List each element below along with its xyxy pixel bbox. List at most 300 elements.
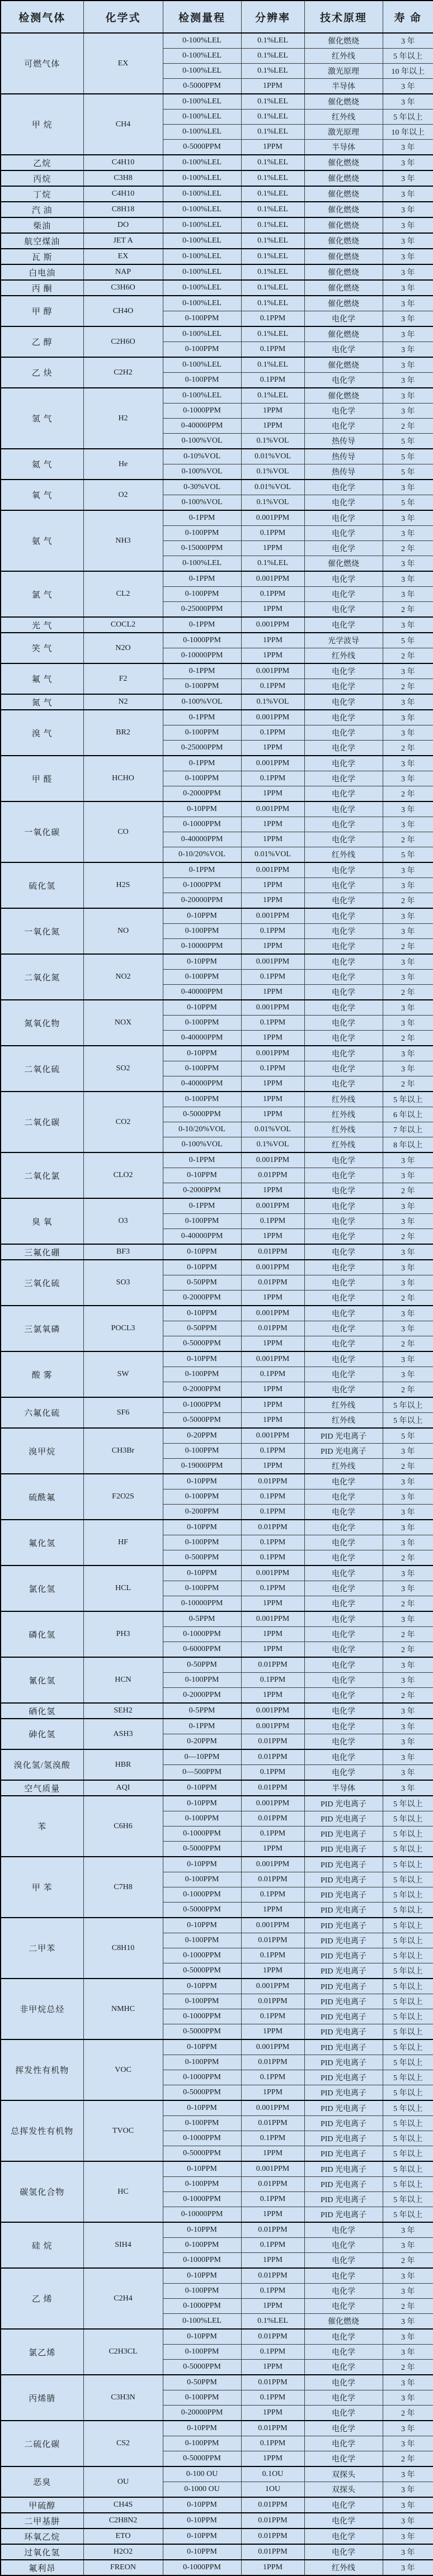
range-cell: 0-100PPM bbox=[163, 1092, 241, 1107]
resolution-cell: 0.1PPM bbox=[241, 725, 304, 741]
resolution-cell: 0.1PPM bbox=[241, 1444, 304, 1459]
gas-name-cell: 甲 醛 bbox=[1, 756, 83, 801]
lifespan-cell: 3 年 bbox=[383, 878, 433, 893]
gas-name-cell: 二甲苯 bbox=[1, 1918, 83, 1979]
resolution-cell: 1PPM bbox=[241, 2146, 304, 2162]
resolution-cell: 0.01%VOL bbox=[241, 480, 304, 495]
lifespan-cell: 5 年以上 bbox=[383, 1903, 433, 1918]
principle-cell: 电化学 bbox=[304, 2390, 383, 2406]
lifespan-cell: 2 年 bbox=[383, 1229, 433, 1245]
range-cell: 0-1PPM bbox=[163, 1198, 241, 1214]
gas-name-cell: 氢 气 bbox=[1, 388, 83, 449]
principle-cell: 电化学 bbox=[304, 1229, 383, 1245]
lifespan-cell: 3 年 bbox=[383, 1000, 433, 1016]
chemical-formula-cell: BF3 bbox=[83, 1244, 163, 1260]
gas-name-cell: 乙 醇 bbox=[1, 326, 83, 357]
gas-name-cell: 丙烯腈 bbox=[1, 2375, 83, 2421]
table-row bbox=[1, 1719, 433, 1734]
lifespan-cell: 3 年 bbox=[383, 326, 433, 342]
principle-cell: 红外线 bbox=[304, 1397, 383, 1413]
range-cell: 0-10PPM bbox=[163, 1046, 241, 1061]
range-cell: 0-2000PPM bbox=[163, 786, 241, 802]
gas-name-cell: 硫化氢 bbox=[1, 862, 83, 908]
principle-cell: 电化学 bbox=[304, 1719, 383, 1734]
chemical-formula-cell: HCL bbox=[83, 1565, 163, 1611]
principle-cell: 红外线 bbox=[304, 1413, 383, 1429]
range-cell: 0-100%VOL bbox=[163, 694, 241, 710]
table-row bbox=[1, 694, 433, 710]
lifespan-cell: 5 年以上 bbox=[383, 2192, 433, 2207]
lifespan-cell: 5 年以上 bbox=[383, 1918, 433, 1933]
principle-cell: 电化学 bbox=[304, 1152, 383, 1168]
range-cell: 0-100PPM bbox=[163, 342, 241, 358]
resolution-cell: 1PPM bbox=[241, 2024, 304, 2040]
gas-name-cell: 白电油 bbox=[1, 264, 83, 280]
principle-cell: PID 光电离子 bbox=[304, 1796, 383, 1811]
lifespan-cell: 3 年 bbox=[383, 1198, 433, 1214]
range-cell: 0-10PPM bbox=[163, 1260, 241, 1275]
principle-cell: 电化学 bbox=[304, 1565, 383, 1581]
principle-cell: 红外线 bbox=[304, 1122, 383, 1137]
table-row bbox=[1, 2421, 433, 2436]
principle-cell: 催化燃烧 bbox=[304, 155, 383, 170]
chemical-formula-cell: NO2 bbox=[83, 954, 163, 1000]
range-cell: 0-2000PPM bbox=[163, 1688, 241, 1704]
resolution-cell: 1PPM bbox=[241, 1092, 304, 1107]
lifespan-cell: 3 年 bbox=[383, 2329, 433, 2345]
lifespan-cell: 3 年 bbox=[383, 296, 433, 311]
resolution-cell: 0.1%LEL bbox=[241, 249, 304, 264]
chemical-formula-cell: H2S bbox=[83, 862, 163, 908]
gas-name-cell: 三氯氧磷 bbox=[1, 1306, 83, 1351]
resolution-cell: 1PPM bbox=[241, 1903, 304, 1918]
resolution-cell: 0.1PPM bbox=[241, 587, 304, 602]
principle-cell: 电化学 bbox=[304, 1535, 383, 1550]
range-cell: 0-100%LEL bbox=[163, 217, 241, 233]
chemical-formula-cell: HF bbox=[83, 1520, 163, 1565]
principle-cell: 电化学 bbox=[304, 526, 383, 541]
lifespan-cell: 5 年以上 bbox=[383, 2055, 433, 2070]
principle-cell: 电化学 bbox=[304, 1168, 383, 1183]
resolution-cell: 0.001PPM bbox=[241, 617, 304, 633]
resolution-cell: 0.1%LEL bbox=[241, 155, 304, 170]
principle-cell: 红外线 bbox=[304, 49, 383, 64]
lifespan-cell: 10 年以上 bbox=[383, 125, 433, 140]
chemical-formula-cell: C3H8 bbox=[83, 170, 163, 186]
table-row bbox=[1, 571, 433, 587]
principle-cell: 电化学 bbox=[304, 954, 383, 970]
range-cell: 0-5000PPM bbox=[163, 1903, 241, 1918]
principle-cell: 热传导 bbox=[304, 434, 383, 449]
gas-name-cell: 氮 气 bbox=[1, 694, 83, 710]
resolution-cell: 0.1PPM bbox=[241, 2131, 304, 2146]
gas-name-cell: 溴甲烷 bbox=[1, 1428, 83, 1474]
range-cell: 0-100%LEL bbox=[163, 33, 241, 49]
lifespan-cell: 3 年 bbox=[383, 1505, 433, 1520]
gas-name-cell: 甲 烷 bbox=[1, 94, 83, 155]
table-row bbox=[1, 170, 433, 186]
range-cell: 0-100%VOL bbox=[163, 1137, 241, 1153]
lifespan-cell: 2 年 bbox=[383, 541, 433, 556]
lifespan-cell: 3 年 bbox=[383, 924, 433, 939]
resolution-cell: 0.1PPM bbox=[241, 2436, 304, 2451]
lifespan-cell: 3 年 bbox=[383, 2482, 433, 2498]
chemical-formula-cell: O2 bbox=[83, 480, 163, 510]
table-row bbox=[1, 233, 433, 249]
resolution-cell: 0.001PPM bbox=[241, 1703, 304, 1719]
chemical-formula-cell: HBR bbox=[83, 1749, 163, 1780]
resolution-cell: 1PPM bbox=[241, 1963, 304, 1979]
lifespan-cell: 3 年 bbox=[383, 2544, 433, 2560]
principle-cell: 电化学 bbox=[304, 985, 383, 1000]
table-row bbox=[1, 155, 433, 170]
lifespan-cell: 3 年 bbox=[383, 571, 433, 587]
lifespan-cell: 3 年 bbox=[383, 249, 433, 264]
range-cell: 0-1000PPM bbox=[163, 2192, 241, 2207]
range-cell: 0-100PPM bbox=[163, 2345, 241, 2360]
lifespan-cell: 3 年 bbox=[383, 388, 433, 404]
range-cell: 0-200PPM bbox=[163, 1505, 241, 1520]
chemical-formula-cell: F2 bbox=[83, 663, 163, 694]
principle-cell: 电化学 bbox=[304, 939, 383, 955]
range-cell: 0-5PPM bbox=[163, 1611, 241, 1627]
range-cell: 0-5000PPM bbox=[163, 1413, 241, 1429]
principle-cell: 电化学 bbox=[304, 2284, 383, 2299]
range-cell: 0-100%LEL bbox=[163, 556, 241, 572]
table-row bbox=[1, 1306, 433, 1321]
chemical-formula-cell: C4H10 bbox=[83, 155, 163, 170]
principle-cell: 电化学 bbox=[304, 510, 383, 526]
resolution-cell: 0.001PPM bbox=[241, 1796, 304, 1811]
lifespan-cell: 3 年 bbox=[383, 2390, 433, 2406]
lifespan-cell: 5 年 bbox=[383, 847, 433, 863]
lifespan-cell: 3 年 bbox=[383, 1367, 433, 1382]
lifespan-cell: 5 年以上 bbox=[383, 1397, 433, 1413]
range-cell: 0-100PPM bbox=[163, 1581, 241, 1596]
range-cell: 0-5000PPM bbox=[163, 2146, 241, 2162]
principle-cell: 电化学 bbox=[304, 1642, 383, 1658]
chemical-formula-cell: C3H3N bbox=[83, 2375, 163, 2421]
resolution-cell: 0.1%LEL bbox=[241, 2314, 304, 2330]
principle-cell: 催化燃烧 bbox=[304, 388, 383, 404]
principle-cell: 电化学 bbox=[304, 1520, 383, 1535]
lifespan-cell: 3 年 bbox=[383, 1306, 433, 1321]
lifespan-cell: 5 年以上 bbox=[383, 2070, 433, 2085]
principle-cell: 电化学 bbox=[304, 786, 383, 802]
range-cell: 0-20000PPM bbox=[163, 2406, 241, 2421]
chemical-formula-cell: C2H8N2 bbox=[83, 2513, 163, 2528]
chemical-formula-cell: NMHC bbox=[83, 1979, 163, 2039]
resolution-cell: 0.1%VOL bbox=[241, 464, 304, 480]
principle-cell: 电化学 bbox=[304, 1734, 383, 1750]
resolution-cell: 1PPM bbox=[241, 832, 304, 847]
lifespan-cell: 3 年 bbox=[383, 233, 433, 249]
lifespan-cell: 2 年 bbox=[383, 1382, 433, 1398]
resolution-cell: 1PPM bbox=[241, 1842, 304, 1857]
lifespan-cell: 2 年 bbox=[383, 741, 433, 756]
range-cell: 0-100PPM bbox=[163, 2116, 241, 2131]
table-row bbox=[1, 954, 433, 970]
table-row bbox=[1, 510, 433, 526]
gas-name-cell: 丙烷 bbox=[1, 170, 83, 186]
principle-cell: 电化学 bbox=[304, 1076, 383, 1092]
gas-name-cell: 过氧化氢 bbox=[1, 2544, 83, 2560]
range-cell: 0-5000PPM bbox=[163, 79, 241, 94]
principle-cell: 电化学 bbox=[304, 1275, 383, 1291]
lifespan-cell: 3 年 bbox=[383, 1581, 433, 1596]
range-cell: 0-1000PPM bbox=[163, 2253, 241, 2269]
range-cell: 0-40000PPM bbox=[163, 419, 241, 434]
chemical-formula-cell: SO2 bbox=[83, 1046, 163, 1092]
lifespan-cell: 3 年 bbox=[383, 155, 433, 170]
range-cell: 0-100%LEL bbox=[163, 170, 241, 186]
chemical-formula-cell: C2H6O bbox=[83, 326, 163, 357]
resolution-cell: 0.01PPM bbox=[241, 1749, 304, 1765]
lifespan-cell: 3 年 bbox=[383, 1673, 433, 1688]
resolution-cell: 1PPM bbox=[241, 1107, 304, 1122]
lifespan-cell: 10 年以上 bbox=[383, 64, 433, 79]
lifespan-cell: 3 年 bbox=[383, 1565, 433, 1581]
lifespan-cell: 3 年 bbox=[383, 1061, 433, 1076]
table-row bbox=[1, 186, 433, 202]
resolution-cell: 0.001PPM bbox=[241, 663, 304, 679]
principle-cell: 催化燃烧 bbox=[304, 2314, 383, 2330]
resolution-cell: 0.01PPM bbox=[241, 2177, 304, 2192]
chemical-formula-cell: HC bbox=[83, 2161, 163, 2222]
table-row bbox=[1, 801, 433, 817]
gas-name-cell: 环氧乙烷 bbox=[1, 2528, 83, 2544]
range-cell: 0-1PPM bbox=[163, 862, 241, 878]
range-cell: 0-100PPM bbox=[163, 2284, 241, 2299]
range-cell: 0-25000PPM bbox=[163, 741, 241, 756]
lifespan-cell: 3 年 bbox=[383, 217, 433, 233]
principle-cell: 电化学 bbox=[304, 1031, 383, 1046]
resolution-cell: 1PPM bbox=[241, 2207, 304, 2223]
principle-cell: 电化学 bbox=[304, 2375, 383, 2390]
principle-cell: 电化学 bbox=[304, 1749, 383, 1765]
chemical-formula-cell: H2O2 bbox=[83, 2544, 163, 2560]
table-row bbox=[1, 2039, 433, 2055]
range-cell: 0-10/20%VOL bbox=[163, 847, 241, 863]
resolution-cell: 0.001PPM bbox=[241, 1000, 304, 1016]
chemical-formula-cell: TVOC bbox=[83, 2100, 163, 2161]
resolution-cell: 1PPM bbox=[241, 404, 304, 419]
resolution-cell: 0.001PPM bbox=[241, 571, 304, 587]
header-lifespan: 寿 命 bbox=[383, 1, 433, 33]
resolution-cell: 1PPM bbox=[241, 633, 304, 648]
range-cell: 0-100%LEL bbox=[163, 280, 241, 296]
lifespan-cell: 5 年以上 bbox=[383, 2100, 433, 2116]
lifespan-cell: 5 年以上 bbox=[383, 2024, 433, 2040]
range-cell: 0-10PPM bbox=[163, 2528, 241, 2544]
chemical-formula-cell: NH3 bbox=[83, 510, 163, 571]
lifespan-cell: 5 年以上 bbox=[383, 1413, 433, 1429]
chemical-formula-cell: NOX bbox=[83, 1000, 163, 1046]
chemical-formula-cell: F2O2S bbox=[83, 1474, 163, 1520]
resolution-cell: 1PPM bbox=[241, 1413, 304, 1429]
resolution-cell: 1PPM bbox=[241, 1688, 304, 1704]
chemical-formula-cell: C8H18 bbox=[83, 202, 163, 217]
table-row bbox=[1, 1092, 433, 1107]
range-cell: 0-10PPM bbox=[163, 2268, 241, 2284]
gas-name-cell: 溴 气 bbox=[1, 710, 83, 756]
principle-cell: 激光原理 bbox=[304, 64, 383, 79]
table-row bbox=[1, 2513, 433, 2528]
resolution-cell: 0.01PPM bbox=[241, 2528, 304, 2544]
principle-cell: 催化燃烧 bbox=[304, 357, 383, 373]
resolution-cell: 0.1%VOL bbox=[241, 694, 304, 710]
gas-name-cell: 氯化氢 bbox=[1, 1565, 83, 1611]
range-cell: 0-10000PPM bbox=[163, 2207, 241, 2223]
range-cell: 0-10PPM bbox=[163, 2222, 241, 2238]
principle-cell: 电化学 bbox=[304, 1291, 383, 1306]
resolution-cell: 0.1PPM bbox=[241, 1489, 304, 1505]
principle-cell: 电化学 bbox=[304, 725, 383, 741]
range-cell: 0-40000PPM bbox=[163, 832, 241, 847]
range-cell: 0-10PPM bbox=[163, 1000, 241, 1016]
principle-cell: 电化学 bbox=[304, 1367, 383, 1382]
table-row bbox=[1, 296, 433, 311]
principle-cell: 电化学 bbox=[304, 1581, 383, 1596]
range-cell: 0-10%VOL bbox=[163, 449, 241, 464]
principle-cell: PID 光电离子 bbox=[304, 2024, 383, 2040]
resolution-cell: 0.01PPM bbox=[241, 2497, 304, 2513]
table-row bbox=[1, 2544, 433, 2560]
lifespan-cell: 2 年 bbox=[383, 1031, 433, 1046]
resolution-cell: 0.01PPM bbox=[241, 1168, 304, 1183]
chemical-formula-cell: BR2 bbox=[83, 710, 163, 756]
resolution-cell: 0.001PPM bbox=[241, 2100, 304, 2116]
range-cell: 0-10PPM bbox=[163, 1168, 241, 1183]
range-cell: 0-10000PPM bbox=[163, 939, 241, 955]
range-cell: 0-100PPM bbox=[163, 1367, 241, 1382]
principle-cell: 红外线 bbox=[304, 1092, 383, 1107]
resolution-cell: 0.1%LEL bbox=[241, 357, 304, 373]
resolution-cell: 1PPM bbox=[241, 140, 304, 155]
resolution-cell: 0.01%VOL bbox=[241, 847, 304, 863]
gas-name-cell: 氯乙烯 bbox=[1, 2329, 83, 2375]
chemical-formula-cell: C7H8 bbox=[83, 1857, 163, 1918]
principle-cell: 电化学 bbox=[304, 2406, 383, 2421]
lifespan-cell: 3 年 bbox=[383, 1535, 433, 1550]
resolution-cell: 1PPM bbox=[241, 786, 304, 802]
chemical-formula-cell: AQI bbox=[83, 1780, 163, 1796]
resolution-cell: 0.01PPM bbox=[241, 1244, 304, 1260]
gas-name-cell: 氟 气 bbox=[1, 663, 83, 694]
principle-cell: PID 光电离子 bbox=[304, 2100, 383, 2116]
table-row bbox=[1, 1857, 433, 1872]
principle-cell: 电化学 bbox=[304, 1336, 383, 1352]
principle-cell: 电化学 bbox=[304, 1351, 383, 1367]
lifespan-cell: 3 年 bbox=[383, 663, 433, 679]
chemical-formula-cell: CO bbox=[83, 801, 163, 862]
chemical-formula-cell: C3H6O bbox=[83, 280, 163, 296]
resolution-cell: 0.1%LEL bbox=[241, 233, 304, 249]
resolution-cell: 1PPM bbox=[241, 2299, 304, 2314]
resolution-cell: 0.1PPM bbox=[241, 924, 304, 939]
principle-cell: 半导体 bbox=[304, 79, 383, 94]
lifespan-cell: 5 年以上 bbox=[383, 2177, 433, 2192]
table-row bbox=[1, 1198, 433, 1214]
range-cell: 0-1000PPM bbox=[163, 2070, 241, 2085]
principle-cell: 电化学 bbox=[304, 1550, 383, 1566]
principle-cell: 电化学 bbox=[304, 741, 383, 756]
principle-cell: 电化学 bbox=[304, 2345, 383, 2360]
resolution-cell: 0.01PPM bbox=[241, 2329, 304, 2345]
lifespan-cell: 3 年 bbox=[383, 2284, 433, 2299]
table-row bbox=[1, 663, 433, 679]
resolution-cell: 1PPM bbox=[241, 2406, 304, 2421]
lifespan-cell: 3 年 bbox=[383, 2222, 433, 2238]
principle-cell: PID 光电离子 bbox=[304, 1933, 383, 1948]
principle-cell: 电化学 bbox=[304, 679, 383, 695]
resolution-cell: 0.01PPM bbox=[241, 1872, 304, 1887]
lifespan-cell: 3 年 bbox=[383, 1734, 433, 1750]
lifespan-cell: 2 年 bbox=[383, 1291, 433, 1306]
resolution-cell: 0.001PPM bbox=[241, 2039, 304, 2055]
range-cell: 0-30%VOL bbox=[163, 480, 241, 495]
lifespan-cell: 3 年 bbox=[383, 771, 433, 786]
chemical-formula-cell: ASH3 bbox=[83, 1719, 163, 1749]
lifespan-cell: 3 年 bbox=[383, 2375, 433, 2390]
principle-cell: 红外线 bbox=[304, 110, 383, 125]
resolution-cell: 0.1PPM bbox=[241, 2238, 304, 2253]
resolution-cell: 1PPM bbox=[241, 2560, 304, 2575]
range-cell: 0-10PPM bbox=[163, 1565, 241, 1581]
range-cell: 0-100PPM bbox=[163, 1933, 241, 1948]
principle-cell: PID 光电离子 bbox=[304, 1948, 383, 1963]
resolution-cell: 1PPM bbox=[241, 2085, 304, 2101]
range-cell: 0-100PPM bbox=[163, 311, 241, 327]
principle-cell: 电化学 bbox=[304, 756, 383, 771]
principle-cell: PID 光电离子 bbox=[304, 1872, 383, 1887]
table-row bbox=[1, 1152, 433, 1168]
principle-cell: 红外线 bbox=[304, 2560, 383, 2575]
range-cell: 0-10PPM bbox=[163, 2544, 241, 2560]
principle-cell: PID 光电离子 bbox=[304, 2192, 383, 2207]
resolution-cell: 0.1%LEL bbox=[241, 326, 304, 342]
resolution-cell: 0.1PPM bbox=[241, 2009, 304, 2024]
resolution-cell: 0.01%VOL bbox=[241, 449, 304, 464]
gas-name-cell: 二氧化氯 bbox=[1, 1152, 83, 1198]
resolution-cell: 0.001PPM bbox=[241, 1428, 304, 1444]
lifespan-cell: 3 年 bbox=[383, 264, 433, 280]
principle-cell: 电化学 bbox=[304, 495, 383, 511]
range-cell: 0-10PPM bbox=[163, 1474, 241, 1489]
chemical-formula-cell: CO2 bbox=[83, 1092, 163, 1152]
lifespan-cell: 3 年 bbox=[383, 1275, 433, 1291]
resolution-cell: 0.001PPM bbox=[241, 1611, 304, 1627]
principle-cell: 催化燃烧 bbox=[304, 249, 383, 264]
resolution-cell: 0.1%VOL bbox=[241, 1137, 304, 1153]
principle-cell: PID 光电离子 bbox=[304, 1857, 383, 1872]
gas-name-cell: 二甲基肼 bbox=[1, 2513, 83, 2528]
lifespan-cell: 3 年 bbox=[383, 2268, 433, 2284]
range-cell: 0-1PPM bbox=[163, 1719, 241, 1734]
lifespan-cell: 3 年 bbox=[383, 1244, 433, 1260]
resolution-cell: 0.1PPM bbox=[241, 1827, 304, 1842]
principle-cell: 电化学 bbox=[304, 2544, 383, 2560]
lifespan-cell: 7 年以上 bbox=[383, 1122, 433, 1137]
resolution-cell: 0.01PPM bbox=[241, 2268, 304, 2284]
range-cell: 0-100PPM bbox=[163, 2390, 241, 2406]
lifespan-cell: 3 年 bbox=[383, 1657, 433, 1673]
table-row bbox=[1, 249, 433, 264]
lifespan-cell: 2 年 bbox=[383, 1596, 433, 1612]
gas-name-cell: 六氟化硫 bbox=[1, 1397, 83, 1428]
range-cell: 0-100%LEL bbox=[163, 296, 241, 311]
lifespan-cell: 2 年 bbox=[383, 2360, 433, 2375]
